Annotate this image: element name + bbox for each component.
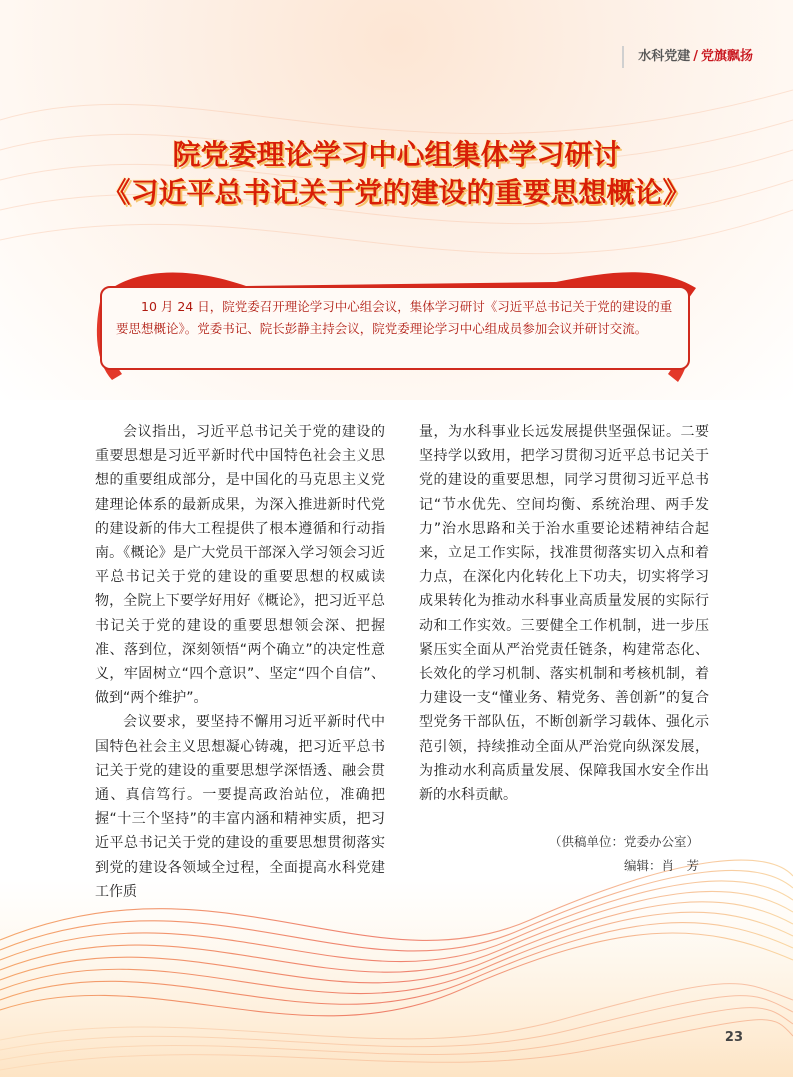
editor-name: 编辑：肖 芳 bbox=[623, 858, 699, 873]
article-title bbox=[0, 136, 793, 212]
summary-text: 10 月 24 日，院党委召开理论学习中心组会议，集体学习研讨《习近平总书记关于党的建设的重要思想概论》。党委书记、院长彭静主持会议，院党委理论学习中心组成员参加会议并研讨交流。 bbox=[116, 299, 673, 336]
body-column-left bbox=[95, 420, 385, 904]
paragraph: 会议指出，习近平总书记关于党的建设的重要思想是习近平新时代中国特色社会主义思想的重要组成部分，是中国化的马克思主义党建理论体系的最新成果，为深入推进新时代党的建设新的伟大工程提供了根本遵循和行动指南。《概论》是广大党员干部深入学习领会习近平总书记关于党的建设的重要思想的权威读物，全院上下要学好用好《概论》，把习近平总书记关于党的建设的重要思想领会深、把握准、落到位，深刻领悟“两个确立”的决定性意义，牢固树立“四个意识”、坚定“四个自信”、做到“两个维护”。 bbox=[95, 424, 385, 707]
article-credit bbox=[549, 830, 699, 878]
body-column-right bbox=[419, 420, 709, 807]
source-unit: （供稿单位：党委办公室） bbox=[548, 834, 699, 849]
subsection-name: 党旗飘扬 bbox=[700, 49, 753, 64]
section-separator: / bbox=[693, 49, 698, 64]
section-tag bbox=[622, 46, 753, 68]
page-number: 23 bbox=[724, 1030, 743, 1045]
paragraph: 会议要求，要坚持不懈用习近平新时代中国特色社会主义思想凝心铸魂，把习近平总书记关于党的建设的重要思想学深悟透、融会贯通、真信笃行。一要提高政治站位，准确把握“十三个坚持”的丰富内涵和精神实质，把习近平总书记关于党的建设的重要思想贯彻落实到党的建设各领域全过程，全面提高水科党建工作质 bbox=[95, 714, 385, 900]
summary-box bbox=[100, 286, 690, 370]
section-name: 水科党建 bbox=[638, 49, 691, 64]
title-line-1: 院党委理论学习中心组集体学习研讨 bbox=[172, 138, 621, 171]
title-line-2: 《习近平总书记关于党的建设的重要思想概论》 bbox=[102, 176, 691, 209]
paragraph: 量，为水科事业长远发展提供坚强保证。二要坚持学以致用，把学习贯彻习近平总书记关于党的建设的重要思想，同学习贯彻习近平总书记“节水优先、空间均衡、系统治理、两手发力”治水思路和关于治水重要论述精神结合起来，立足工作实际，找准贯彻落实切入点和着力点，在深化内化转化上下功夫，切实将学习成果转化为推动水科事业高质量发展的实际行动和工作实效。三要健全工作机制，进一步压紧压实全面从严治党责任链条，构建常态化、长效化的学习机制、落实机制和考核机制，着力建设一支“懂业务、精党务、善创新”的复合型党务干部队伍，不断创新学习载体、强化示范引领，持续推动全面从严治党向纵深发展，为推动水利高质量发展、保障我国水安全作出新的水科贡献。 bbox=[419, 424, 709, 804]
